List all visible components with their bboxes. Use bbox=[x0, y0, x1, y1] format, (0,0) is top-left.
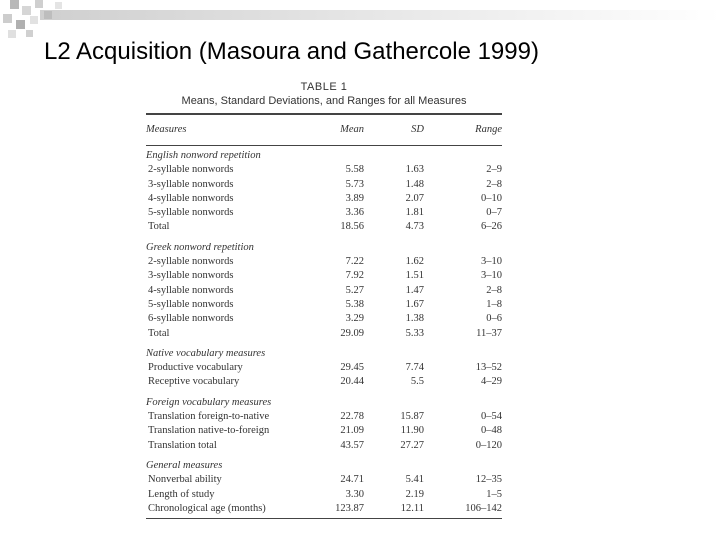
sd-value: 1.81 bbox=[405, 207, 424, 219]
measure-name: Chronological age (months) bbox=[148, 502, 266, 514]
range-value: 4–29 bbox=[481, 376, 502, 388]
range-value: 2–8 bbox=[486, 284, 502, 296]
table-bottom-rule bbox=[146, 518, 502, 519]
measure-name: Translation total bbox=[148, 439, 217, 451]
section-heading-row bbox=[146, 235, 502, 255]
range-value: 3–10 bbox=[481, 256, 502, 268]
mean-value: 5.58 bbox=[345, 164, 364, 176]
measure-name: 5-syllable nonwords bbox=[148, 207, 234, 219]
mean-value: 5.73 bbox=[345, 178, 364, 190]
mean-value: 29.45 bbox=[340, 362, 364, 374]
sd-value: 2.19 bbox=[405, 488, 424, 500]
measure-name: 6-syllable nonwords bbox=[148, 313, 234, 325]
sd-value: 5.41 bbox=[405, 474, 424, 486]
sd-value: 15.87 bbox=[400, 411, 424, 423]
range-value: 11–37 bbox=[476, 327, 502, 339]
table-row bbox=[146, 439, 502, 453]
header-mean: Mean bbox=[340, 123, 364, 135]
table-row bbox=[146, 192, 502, 206]
table-row bbox=[146, 361, 502, 375]
sd-value: 1.51 bbox=[405, 270, 424, 282]
range-value: 2–8 bbox=[486, 178, 502, 190]
measure-name: Nonverbal ability bbox=[148, 474, 222, 486]
range-value: 1–8 bbox=[486, 298, 502, 310]
table-row bbox=[146, 375, 502, 389]
table-row bbox=[146, 473, 502, 487]
sd-value: 1.63 bbox=[405, 164, 424, 176]
table-row bbox=[146, 298, 502, 312]
sd-value: 1.47 bbox=[405, 284, 424, 296]
sd-value: 4.73 bbox=[405, 221, 424, 233]
header-measures: Measures bbox=[146, 123, 187, 135]
mean-value: 7.22 bbox=[345, 256, 364, 268]
sd-value: 27.27 bbox=[400, 439, 424, 451]
table-row bbox=[146, 410, 502, 424]
measure-name: 4-syllable nonwords bbox=[148, 284, 234, 296]
table-subtitle: Means, Standard Deviations, and Ranges for all Measures bbox=[181, 95, 467, 107]
decorative-square-pattern bbox=[0, 0, 720, 40]
mean-value: 43.57 bbox=[340, 439, 364, 451]
mean-value: 3.30 bbox=[345, 488, 364, 500]
mean-value: 3.89 bbox=[345, 192, 364, 204]
table-row bbox=[146, 424, 502, 438]
sd-value: 11.90 bbox=[400, 425, 424, 437]
section-heading-row bbox=[146, 390, 502, 410]
mean-value: 24.71 bbox=[340, 474, 364, 486]
header-range: Range bbox=[475, 123, 502, 135]
table-body bbox=[146, 145, 502, 516]
sd-value: 2.07 bbox=[405, 192, 424, 204]
measure-name: Productive vocabulary bbox=[148, 362, 243, 374]
measure-name: Total bbox=[148, 221, 170, 233]
section-heading: Native vocabulary measures bbox=[146, 347, 266, 359]
table-row bbox=[146, 284, 502, 298]
measure-name: Translation native-to-foreign bbox=[148, 425, 270, 437]
measure-name: 5-syllable nonwords bbox=[148, 298, 234, 310]
mean-value: 22.78 bbox=[340, 411, 364, 423]
sd-value: 5.5 bbox=[410, 376, 424, 388]
table-row bbox=[146, 255, 502, 269]
sd-value: 12.11 bbox=[400, 502, 424, 514]
measure-name: 2-syllable nonwords bbox=[148, 164, 234, 176]
table-row bbox=[146, 488, 502, 502]
header-sd: SD bbox=[411, 123, 424, 135]
range-value: 3–10 bbox=[481, 270, 502, 282]
range-value: 0–6 bbox=[486, 313, 502, 325]
table-row bbox=[146, 220, 502, 234]
mean-value: 18.56 bbox=[340, 221, 364, 233]
table-row bbox=[146, 163, 502, 177]
table-title: TABLE 1 bbox=[300, 81, 348, 93]
measure-name: Receptive vocabulary bbox=[148, 376, 240, 388]
section-heading: Foreign vocabulary measures bbox=[146, 396, 272, 408]
range-value: 12–35 bbox=[475, 474, 502, 486]
table-row bbox=[146, 178, 502, 192]
range-value: 0–54 bbox=[481, 411, 502, 423]
measure-name: 3-syllable nonwords bbox=[148, 178, 234, 190]
measure-name: 2-syllable nonwords bbox=[148, 256, 234, 268]
range-value: 6–26 bbox=[481, 221, 502, 233]
mean-value: 123.87 bbox=[335, 502, 364, 514]
section-heading-row bbox=[146, 146, 502, 163]
section-heading-row bbox=[146, 341, 502, 361]
table-header-row bbox=[146, 115, 502, 145]
mean-value: 3.29 bbox=[345, 313, 364, 325]
section-heading-row bbox=[146, 453, 502, 473]
measure-name: 3-syllable nonwords bbox=[148, 270, 234, 282]
mean-value: 20.44 bbox=[340, 376, 364, 388]
range-value: 1–5 bbox=[486, 488, 502, 500]
table-row bbox=[146, 327, 502, 341]
range-value: 2–9 bbox=[486, 164, 502, 176]
sd-value: 1.48 bbox=[405, 178, 424, 190]
table-row bbox=[146, 312, 502, 326]
mean-value: 7.92 bbox=[345, 270, 364, 282]
section-heading: English nonword repetition bbox=[146, 150, 261, 161]
range-value: 0–7 bbox=[486, 207, 502, 219]
range-value: 0–10 bbox=[481, 192, 502, 204]
section-heading: Greek nonword repetition bbox=[146, 241, 254, 253]
mean-value: 29.09 bbox=[340, 327, 364, 339]
measure-name: Length of study bbox=[148, 488, 215, 500]
mean-value: 5.38 bbox=[345, 298, 364, 310]
mean-value: 5.27 bbox=[345, 284, 364, 296]
mean-value: 21.09 bbox=[340, 425, 364, 437]
measure-name: Total bbox=[148, 327, 170, 339]
range-value: 106–142 bbox=[465, 502, 502, 514]
statistics-table-figure bbox=[146, 80, 502, 519]
mean-value: 3.36 bbox=[345, 207, 364, 219]
table-row bbox=[146, 206, 502, 220]
sd-value: 1.38 bbox=[405, 313, 424, 325]
section-heading: General measures bbox=[146, 459, 223, 471]
sd-value: 7.74 bbox=[405, 362, 424, 374]
range-value: 0–48 bbox=[481, 425, 502, 437]
sd-value: 5.33 bbox=[405, 327, 424, 339]
table-row bbox=[146, 269, 502, 283]
statistics-table bbox=[146, 115, 502, 516]
range-value: 13–52 bbox=[475, 362, 502, 374]
measure-name: Translation foreign-to-native bbox=[148, 411, 270, 423]
measure-name: 4-syllable nonwords bbox=[148, 192, 234, 204]
range-value: 0–120 bbox=[475, 439, 502, 451]
sd-value: 1.62 bbox=[405, 256, 424, 268]
table-row bbox=[146, 502, 502, 516]
slide-title: L2 Acquisition (Masoura and Gathercole 1999) bbox=[44, 38, 539, 65]
sd-value: 1.67 bbox=[405, 298, 424, 310]
